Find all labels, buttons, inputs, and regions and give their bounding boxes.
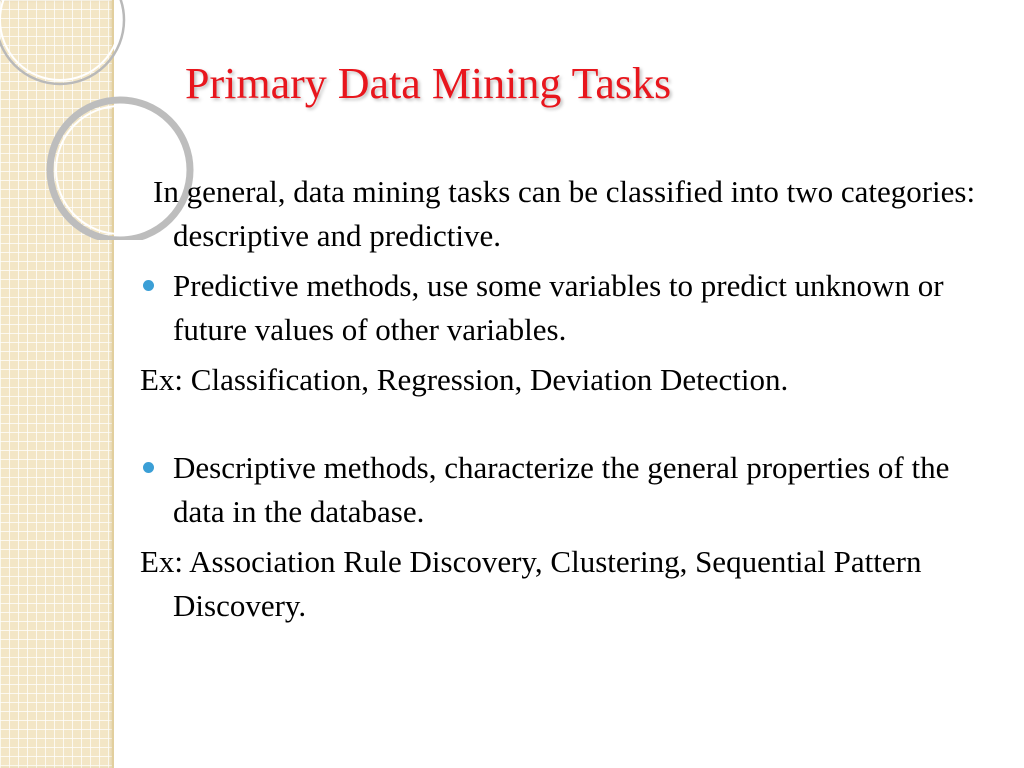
intro-paragraph: In general, data mining tasks can be classified into two categories: descriptive and predictive. [153,174,976,253]
sidebar-edge [112,0,114,768]
bullet-item-descriptive [140,446,990,534]
bullet-text: Descriptive methods, characterize the general properties of the data in the database. [173,450,950,529]
bullet-text: Predictive methods, use some variables to predict unknown or future values of other variables. [173,268,944,347]
example-predictive: Ex: Classification, Regression, Deviation Detection. [140,362,789,397]
example-descriptive: Ex: Association Rule Discovery, Clustering, Sequential Pattern Discovery. [140,544,922,623]
bullet-dot-icon [143,280,154,291]
bullet-dot-icon [143,462,154,473]
slide-title: Primary Data Mining Tasks [185,59,672,108]
slide-body [140,170,990,628]
bullet-item-predictive [140,264,990,352]
decorative-sidebar [0,0,113,768]
